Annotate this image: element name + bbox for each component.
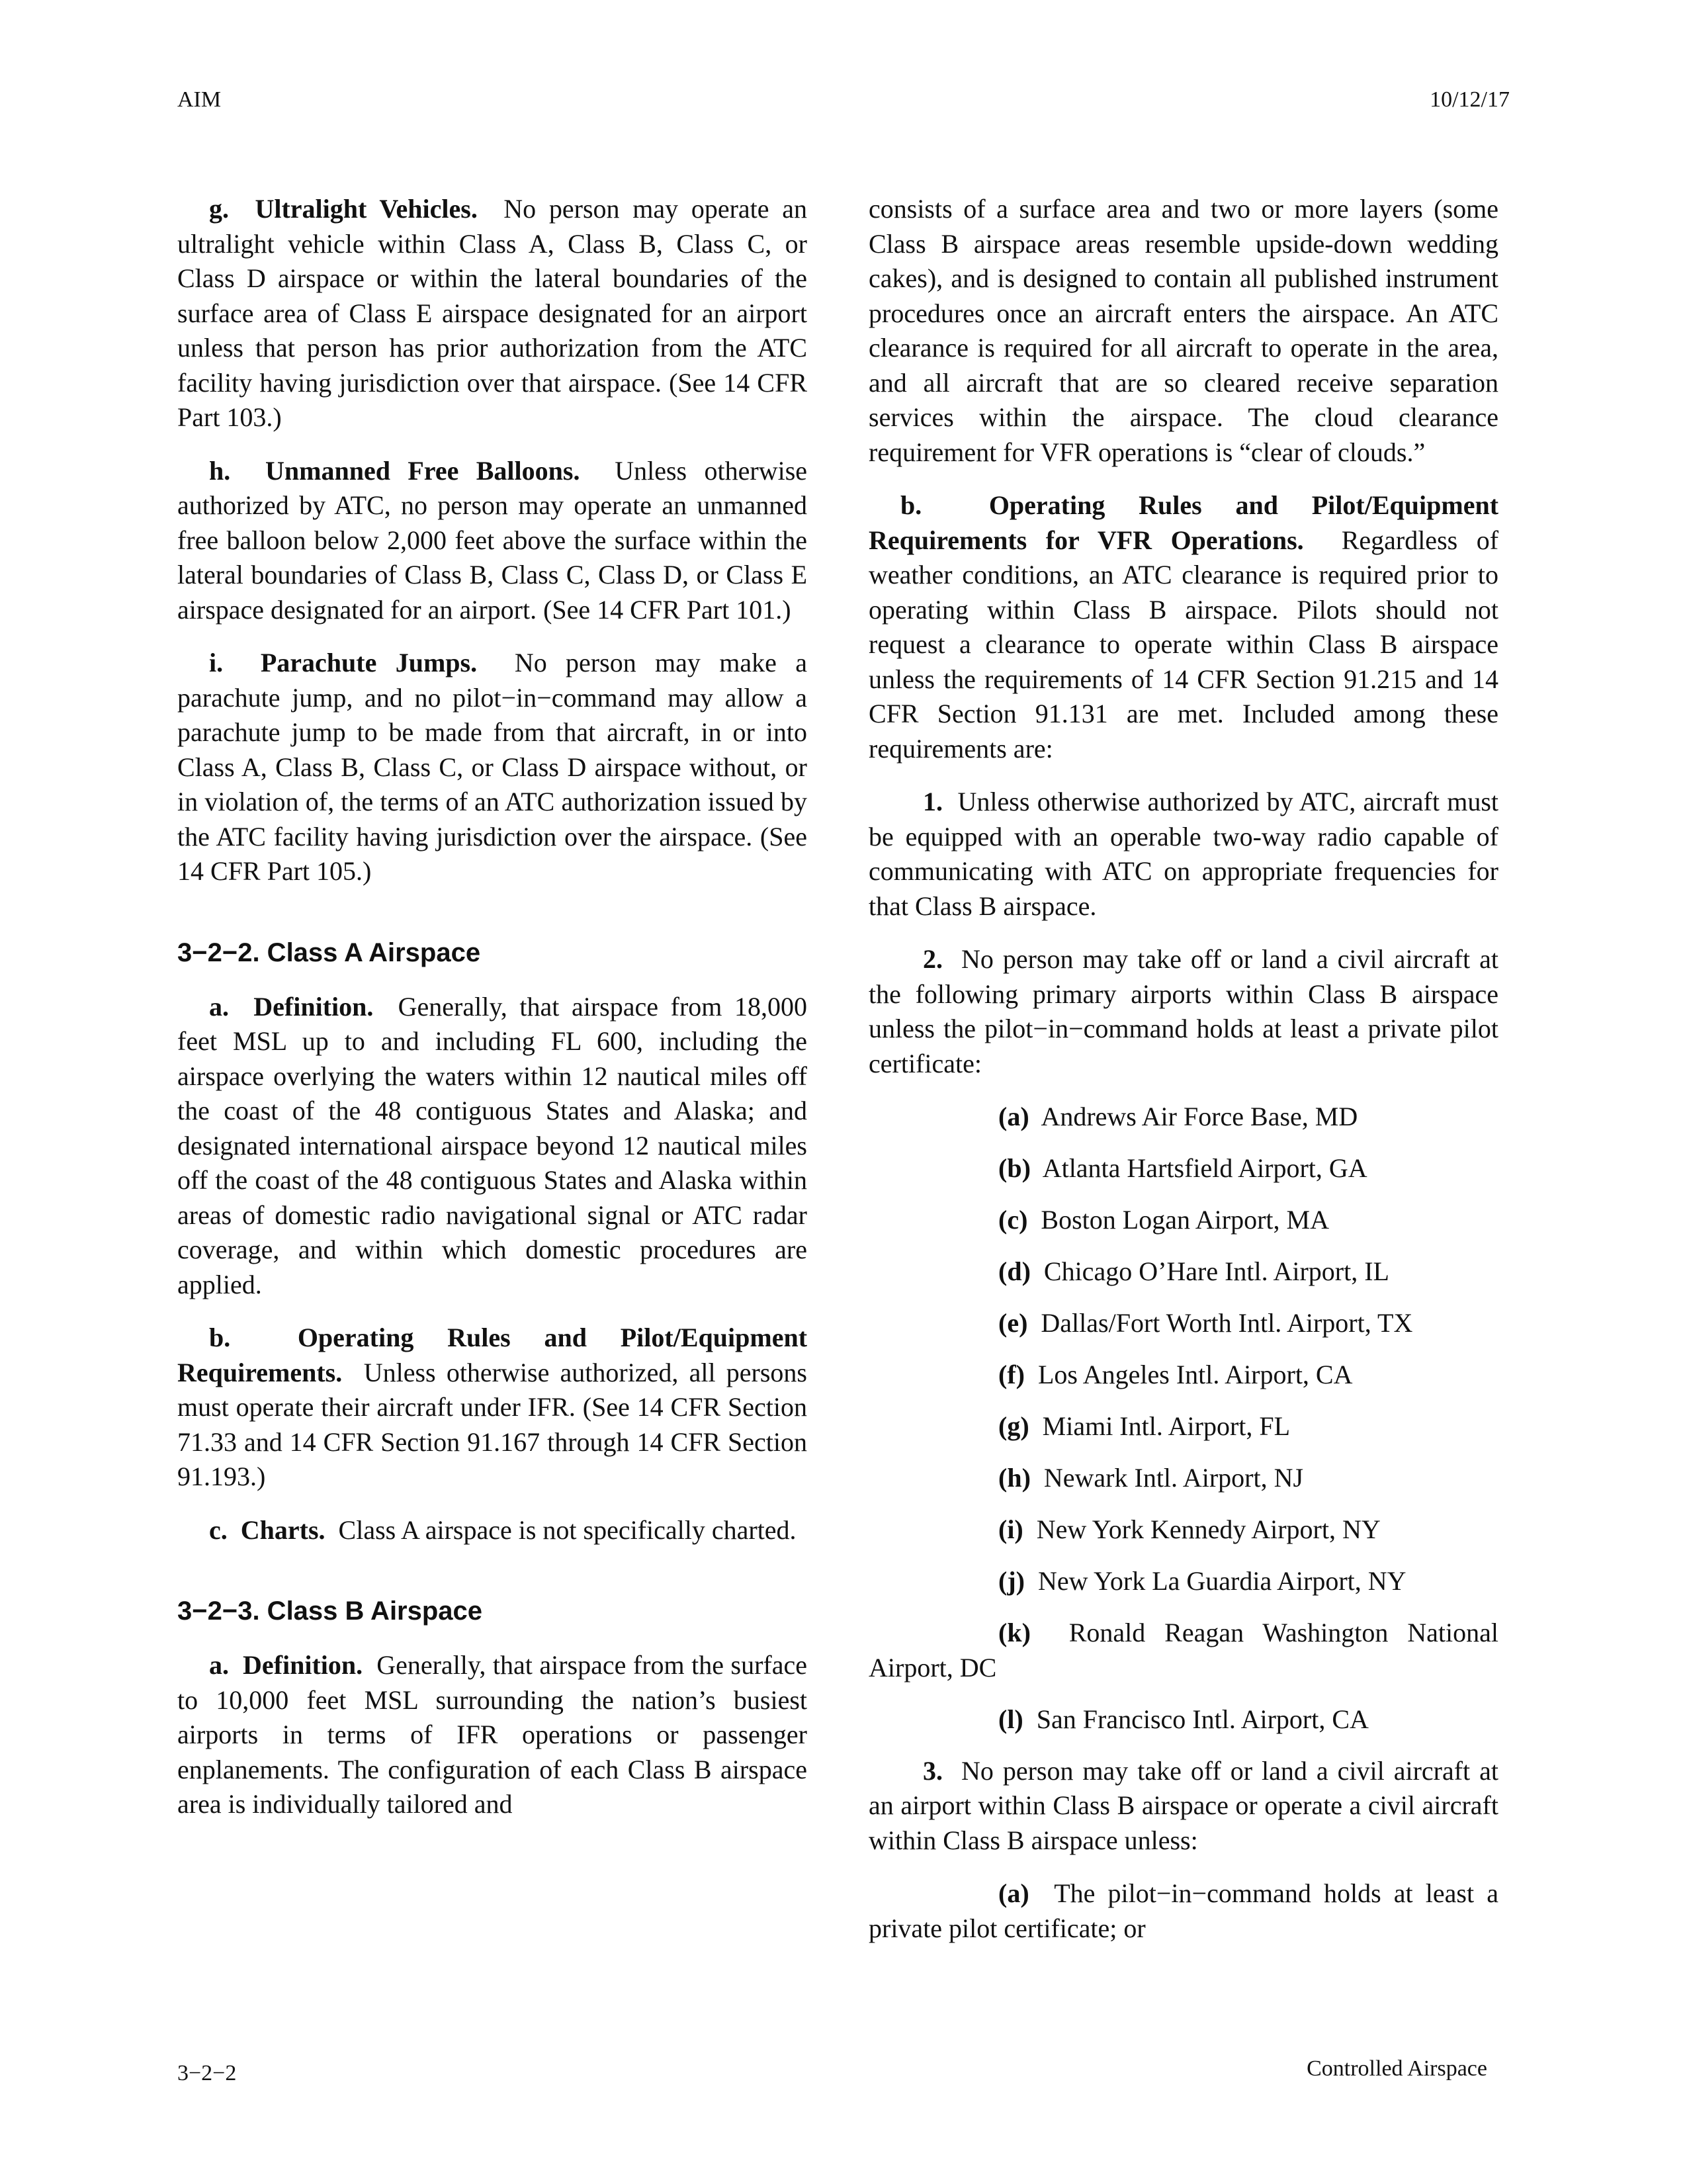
item-label: 3. xyxy=(923,1755,943,1786)
list-item-airport xyxy=(869,1254,1498,1289)
list-item-airport xyxy=(869,1564,1498,1599)
list-item-airport xyxy=(869,1306,1498,1341)
item-label: 2. xyxy=(923,944,943,974)
requirement-item-3a xyxy=(869,1876,1498,1946)
item-text: Los Angeles Intl. Airport, CA xyxy=(1037,1360,1353,1389)
para-text: Generally, that airspace from 18,000 feet MSL up to and including FL 600, including the airspace overlying the waters within 12 nautical miles off the coast of the 48 contiguous States and Alaska; and designated international airspace beyond 12 nautical miles off the coast of the 48 contiguous States and Alaska within areas of domestic radio navigational signal or ATC radar coverage, and within which domestic procedures are applied. xyxy=(177,991,808,1299)
right-column xyxy=(869,192,1498,1963)
item-label: (a) xyxy=(998,1878,1029,1908)
para-label: h. xyxy=(209,455,231,486)
item-text: Boston Logan Airport, MA xyxy=(1041,1205,1329,1235)
para-label: a. xyxy=(209,1650,229,1680)
item-text: Newark Intl. Airport, NJ xyxy=(1043,1463,1304,1493)
list-item-airport xyxy=(869,1702,1498,1737)
list-item-airport xyxy=(869,1358,1498,1393)
primary-airports-list xyxy=(869,1100,1498,1737)
para-title: Definition. xyxy=(243,1650,363,1680)
para-label: i. xyxy=(209,648,224,677)
para-label: g. xyxy=(209,194,229,224)
item-label: (k) xyxy=(998,1618,1031,1647)
paragraph-ultralight-vehicles xyxy=(177,192,807,435)
para-text: Class A airspace is not specifically charted. xyxy=(338,1514,797,1545)
item-text: No person may take off or land a civil aircraft at the following primary airports within Class B airspace unless the pilot−in−command holds at least a private pilot certificate: xyxy=(869,944,1498,1078)
para-label: c. xyxy=(209,1514,228,1545)
item-text: No person may take off or land a civil aircraft at an airport within Class B airspace or operate a civil aircraft within Class B airspace unless: xyxy=(869,1755,1498,1855)
list-item-airport xyxy=(869,1512,1498,1548)
list-item-airport xyxy=(869,1100,1498,1135)
item-label: (h) xyxy=(998,1463,1031,1493)
item-text: New York Kennedy Airport, NY xyxy=(1036,1514,1381,1544)
item-label: (e) xyxy=(998,1308,1028,1338)
section-heading-class-a: 3−2−2. Class A Airspace xyxy=(177,938,481,967)
item-label: 1. xyxy=(923,787,943,816)
paragraph-class-b-definition-continued: consists of a surface area and two or more layers (some Class B airspace areas resemble upside-down wedding cakes), and is designed to contain all published instrument procedures once an aircraft enters the airspace. An ATC clearance is required for all aircraft to operate in the area, and all aircraft that are so cleared receive separation services within the airspace. The cloud clearance requirement for VFR operations is “clear of clouds.” xyxy=(869,194,1498,467)
paragraph-class-a-definition xyxy=(177,990,807,1303)
para-text: No person may make a parachute jump, and no pilot−in−command may allow a parachute jump to be made from that aircraft, in or into Class A, Class B, Class C, or Class D airspace without, or in violation of, the terms of an ATC authorization issued by the ATC facility having jurisdiction over the airspace. (See 14 CFR Part 105.) xyxy=(177,648,808,886)
item-text: Atlanta Hartsfield Airport, GA xyxy=(1042,1153,1367,1183)
item-label: (c) xyxy=(998,1205,1028,1235)
paragraph-class-a-charts xyxy=(177,1513,807,1548)
running-header-date: 10/12/17 xyxy=(1430,87,1510,112)
item-text: San Francisco Intl. Airport, CA xyxy=(1036,1704,1369,1734)
requirement-item-1 xyxy=(869,785,1498,924)
item-text: Chicago O’Hare Intl. Airport, IL xyxy=(1043,1256,1389,1286)
list-item-airport xyxy=(869,1409,1498,1444)
para-text: Unless otherwise authorized, all persons must operate their aircraft under IFR. (See 14 CFR Section 71.33 and 14 CFR Section 91.167 through 14 CFR Section 91.193.) xyxy=(177,1357,807,1491)
item-text: Andrews Air Force Base, MD xyxy=(1041,1102,1358,1131)
para-label: b. xyxy=(209,1323,231,1352)
para-title: Operating Rules and Pilot/Equipment Requirements for VFR Operations. xyxy=(869,490,1499,555)
page-number: 3−2−2 xyxy=(177,2061,237,2085)
item-text: Ronald Reagan Washington National Airport, DC xyxy=(869,1618,1499,1682)
item-label: (a) xyxy=(998,1102,1029,1131)
list-item-airport xyxy=(869,1616,1498,1685)
list-item-airport xyxy=(869,1461,1498,1496)
item-label: (b) xyxy=(998,1153,1031,1183)
para-text: Generally, that airspace from the surface to 10,000 feet MSL surrounding the nation’s busiest airports in terms of IFR operations or passenger enplanements. The configuration of each Class B airspace area is individually tailored and xyxy=(177,1650,808,1819)
item-text: Unless otherwise authorized by ATC, aircraft must be equipped with an operable two-way radio capable of communicating with ATC on appropriate frequencies for that Class B airspace. xyxy=(869,787,1498,921)
paragraph-class-b-vfr-rules xyxy=(869,488,1498,766)
para-text: Unless otherwise authorized by ATC, no person may operate an unmanned free balloon below 2,000 feet above the surface within the lateral boundaries of Class B, Class C, Class D, or Class E airspace designated for an airport. (See 14 CFR Part 101.) xyxy=(177,455,808,625)
para-title: Charts. xyxy=(240,1514,325,1545)
paragraph-unmanned-free-balloons xyxy=(177,454,807,628)
item-text: The pilot−in−command holds at least a private pilot certificate; or xyxy=(869,1878,1498,1943)
para-title: Parachute Jumps. xyxy=(260,648,478,677)
item-label: (i) xyxy=(998,1514,1023,1544)
para-title: Operating Rules and Pilot/Equipment Requirements. xyxy=(177,1323,808,1387)
para-title: Ultralight Vehicles. xyxy=(255,194,478,224)
item-text: New York La Guardia Airport, NY xyxy=(1037,1566,1406,1596)
paragraph-class-b-definition xyxy=(177,1648,807,1822)
running-footer-chapter: Controlled Airspace xyxy=(1307,2056,1487,2081)
item-text: Miami Intl. Airport, FL xyxy=(1042,1411,1291,1441)
left-column xyxy=(177,192,807,1841)
para-text: No person may operate an ultralight vehicle within Class A, Class B, Class C, or Class D airspace or within the lateral boundaries of the surface area of Class E airspace designated for an airport unless that person has prior authorization from the ATC facility having jurisdiction over that airspace. (See 14 CFR Part 103.) xyxy=(177,194,808,432)
para-label: a. xyxy=(209,991,229,1022)
paragraph-parachute-jumps xyxy=(177,646,807,889)
item-label: (j) xyxy=(998,1566,1025,1596)
list-item-airport xyxy=(869,1151,1498,1186)
para-label: b. xyxy=(900,490,922,520)
item-label: (d) xyxy=(998,1256,1031,1286)
section-heading-class-b: 3−2−3. Class B Airspace xyxy=(177,1596,483,1626)
para-title: Unmanned Free Balloons. xyxy=(265,455,580,486)
list-item-airport xyxy=(869,1203,1498,1238)
para-title: Definition. xyxy=(253,991,374,1022)
item-label: (l) xyxy=(998,1704,1023,1734)
item-label: (f) xyxy=(998,1360,1025,1389)
running-header-title: AIM xyxy=(177,87,222,112)
para-text: Regardless of weather conditions, an ATC clearance is required prior to operating within Class B airspace. Pilots should not request a clearance to operate within Class B airspace unless the requirements of 14 CFR Section 91.215 and 14 CFR Section 91.131 are met. Included among these requirements are: xyxy=(869,525,1499,764)
item-label: (g) xyxy=(998,1411,1029,1441)
item-text: Dallas/Fort Worth Intl. Airport, TX xyxy=(1041,1308,1413,1338)
requirement-item-3 xyxy=(869,1754,1498,1858)
requirement-item-2 xyxy=(869,942,1498,1081)
paragraph-class-a-operating-rules xyxy=(177,1321,807,1495)
